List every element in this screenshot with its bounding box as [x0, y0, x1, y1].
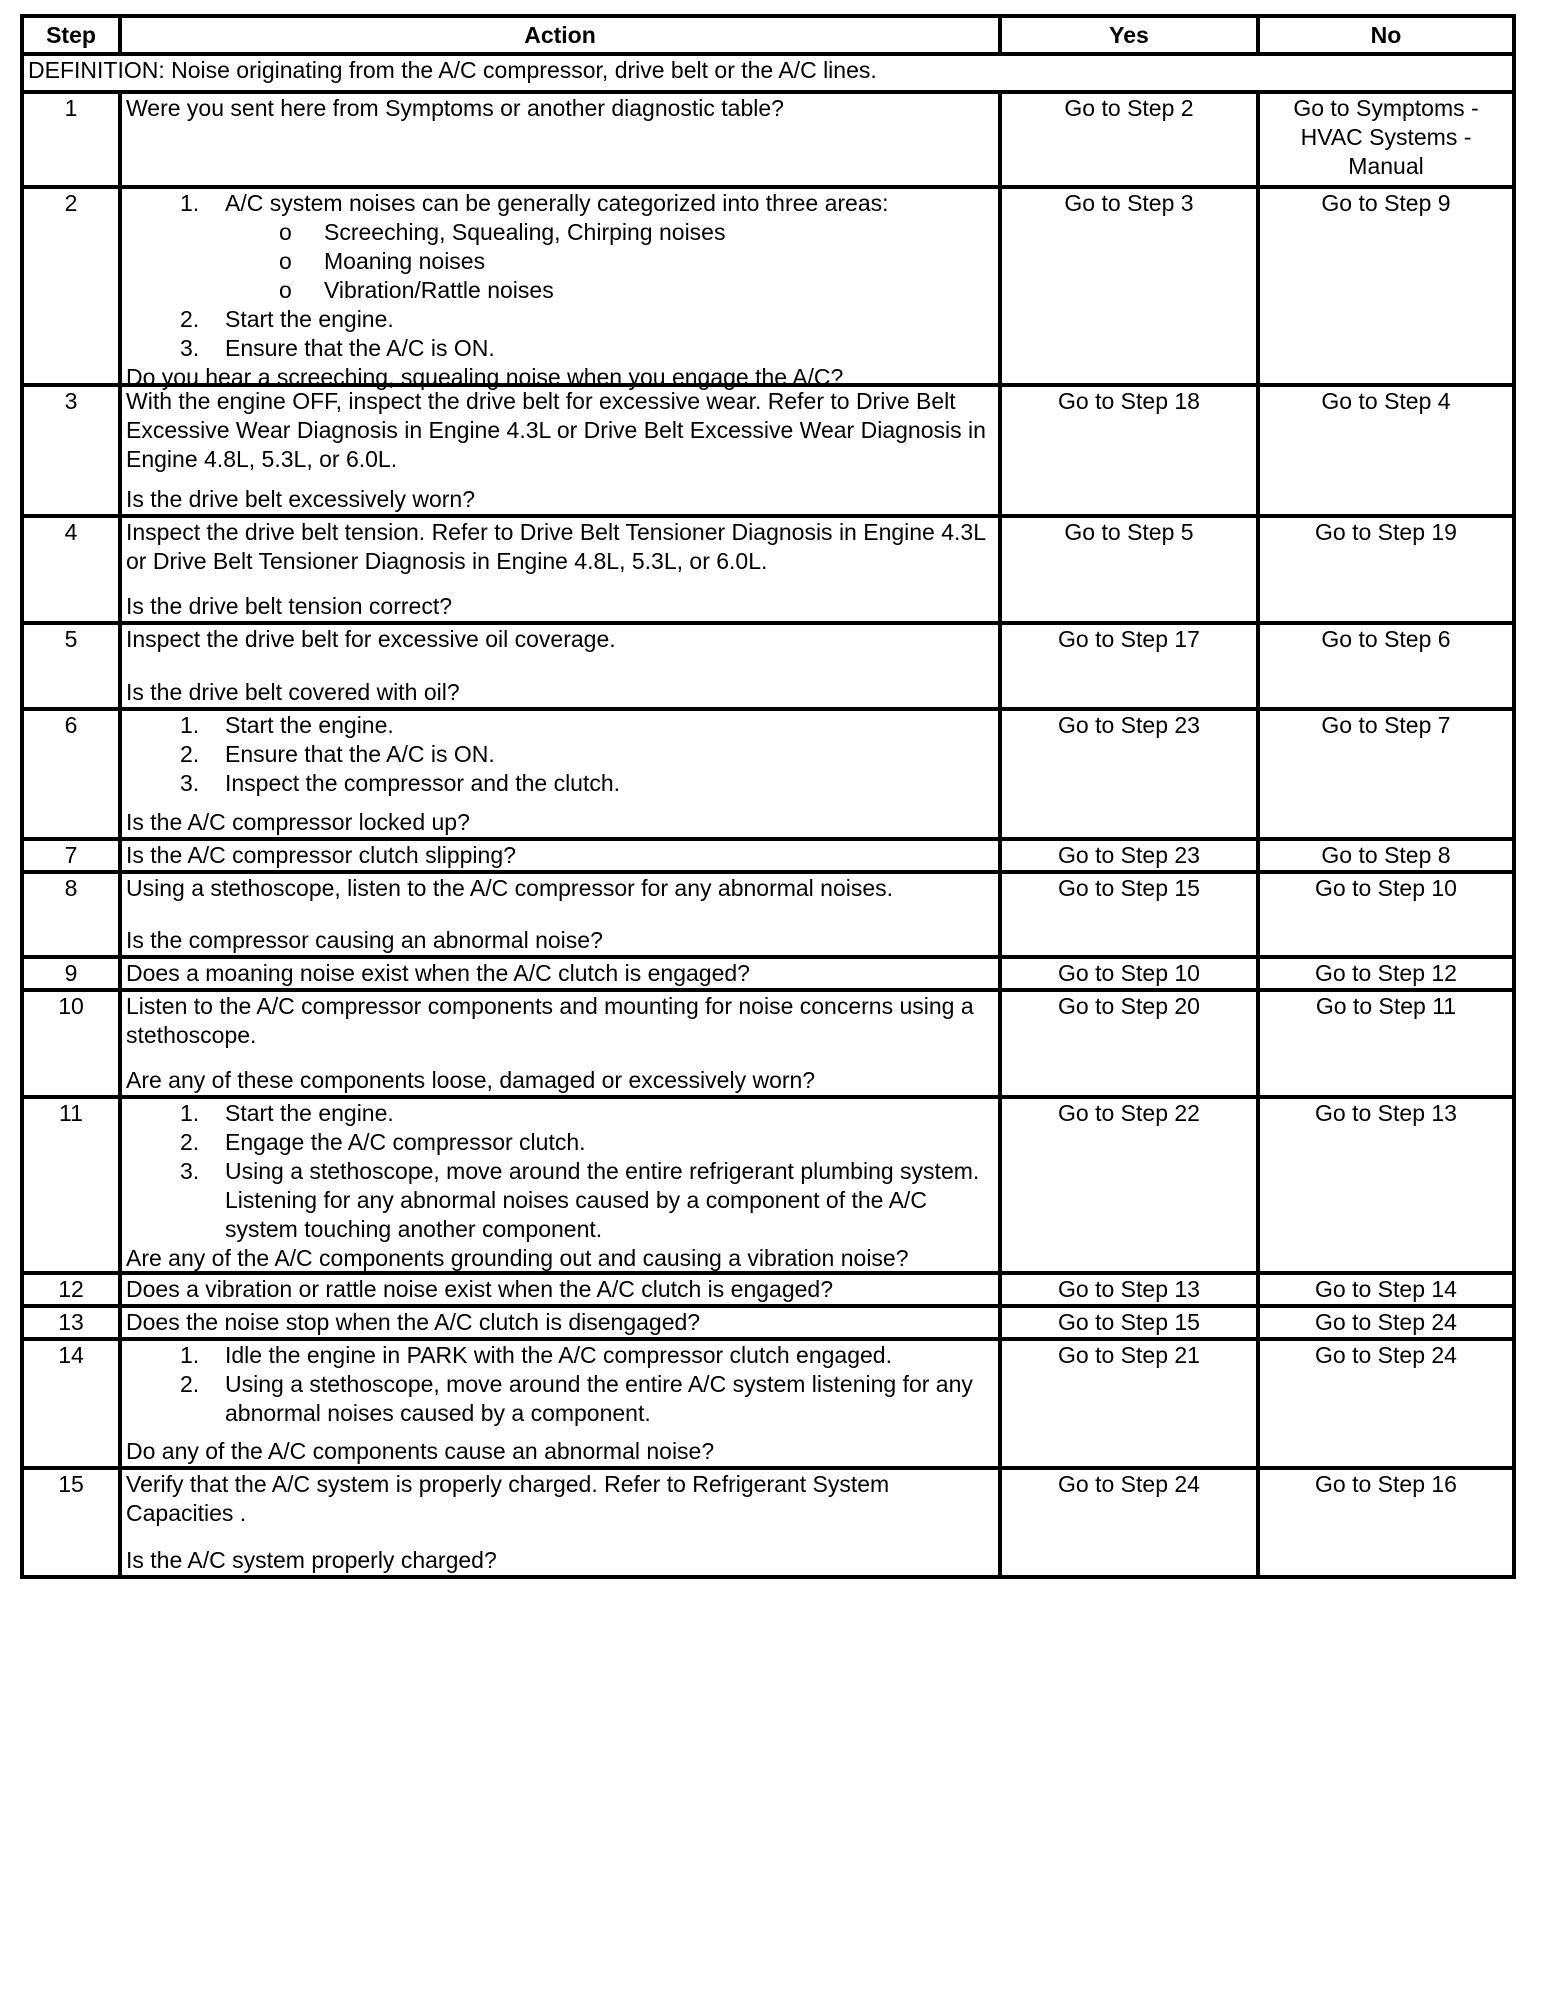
list-number: 1. [180, 1100, 200, 1126]
question-text: Does a moaning noise exist when the A/C clutch is engaged? [126, 960, 750, 986]
no-result: Go to Step 19 [1258, 516, 1514, 623]
list-text: Ensure that the A/C is ON. [225, 335, 495, 361]
yes-result: Go to Step 15 [1000, 1306, 1258, 1339]
numbered-list [126, 189, 994, 363]
action-content [126, 1341, 994, 1466]
list-number: 3. [180, 770, 200, 796]
list-item [180, 1341, 994, 1370]
yes-result: Go to Step 5 [1000, 516, 1258, 623]
question-text: Is the drive belt tension correct? [126, 593, 452, 619]
action-instructions [126, 1099, 994, 1244]
action-instructions [126, 387, 994, 474]
no-result: Go to Step 14 [1258, 1273, 1514, 1306]
list-text: Engage the A/C compressor clutch. [225, 1129, 586, 1155]
action-cell [120, 1097, 1000, 1273]
no-result: Go to Step 11 [1258, 990, 1514, 1097]
list-number: 2. [180, 1129, 200, 1155]
numbered-list [126, 711, 994, 798]
list-number: 1. [180, 712, 200, 738]
yes-result: Go to Step 10 [1000, 957, 1258, 990]
no-result: Go to Step 9 [1258, 187, 1514, 385]
action-cell [120, 990, 1000, 1097]
action-instructions [126, 518, 994, 576]
action-instructions [126, 94, 994, 123]
instruction-text: Were you sent here from Symptoms or another diagnostic table? [126, 95, 784, 121]
instruction-text: Verify that the A/C system is properly charged. Refer to Refrigerant System Capacities . [126, 1471, 890, 1526]
bullet-marker: o [279, 248, 292, 274]
instruction-text: Inspect the drive belt for excessive oil coverage. [126, 626, 616, 652]
yes-result: Go to Step 22 [1000, 1097, 1258, 1273]
yes-result: Go to Step 24 [1000, 1468, 1258, 1577]
bullet-text: Moaning noises [324, 248, 486, 274]
definition-row [22, 54, 1514, 92]
header-no: No [1258, 16, 1514, 54]
table-row [22, 709, 1514, 839]
step-number: 4 [22, 516, 120, 623]
question-text: Does a vibration or rattle noise exist when the A/C clutch is engaged? [126, 1276, 834, 1302]
list-number: 1. [180, 1342, 200, 1368]
table-row [22, 92, 1514, 187]
action-content [126, 518, 994, 621]
step-number: 5 [22, 623, 120, 709]
no-result: Go to Step 8 [1258, 839, 1514, 872]
list-number: 2. [180, 1371, 200, 1397]
instruction-text: Inspect the drive belt tension. Refer to Drive Belt Tensioner Diagnosis in Engine 4.3L or Drive Belt Tensioner Diagnosis in Engine 4.8L, 5.3L, or 6.0L. [126, 519, 986, 574]
yes-result: Go to Step 18 [1000, 385, 1258, 516]
bullet-text: Vibration/Rattle noises [324, 277, 554, 303]
no-result: Go to Step 24 [1258, 1339, 1514, 1468]
no-result: Go to Step 10 [1258, 872, 1514, 957]
table-row [22, 1273, 1514, 1306]
action-instructions [126, 992, 994, 1050]
question-text: Are any of the A/C components grounding out and causing a vibration noise? [126, 1245, 909, 1271]
yes-result: Go to Step 3 [1000, 187, 1258, 385]
action-cell [120, 1306, 1000, 1339]
header-action: Action [120, 16, 1000, 54]
numbered-list [126, 1341, 994, 1428]
question-text: Do any of the A/C components cause an abnormal noise? [126, 1438, 715, 1464]
table-row [22, 1339, 1514, 1468]
yes-result: Go to Step 23 [1000, 839, 1258, 872]
question-text: Do you hear a screeching, squealing noise when you engage the A/C? [126, 364, 844, 390]
list-text: Idle the engine in PARK with the A/C compressor clutch engaged. [225, 1342, 892, 1368]
no-result: Go to Step 24 [1258, 1306, 1514, 1339]
list-item [180, 740, 994, 769]
step-number: 13 [22, 1306, 120, 1339]
list-item [180, 189, 994, 305]
diagnostic-table-page [20, 14, 1512, 1976]
step-number: 10 [22, 990, 120, 1097]
action-instructions [126, 1470, 994, 1528]
step-number: 3 [22, 385, 120, 516]
action-content [126, 959, 994, 988]
no-result-line: Go to Symptoms - [1293, 95, 1479, 121]
list-text: Start the engine. [225, 1100, 394, 1126]
no-result: Go to Step 6 [1258, 623, 1514, 709]
list-text: Start the engine. [225, 306, 394, 332]
action-content [126, 625, 994, 707]
header-yes: Yes [1000, 16, 1258, 54]
table-row [22, 1306, 1514, 1339]
list-number: 3. [180, 1158, 200, 1184]
action-instructions [126, 711, 994, 798]
bullet-marker: o [279, 277, 292, 303]
action-content [126, 189, 994, 390]
no-result: Go to Step 12 [1258, 957, 1514, 990]
table-row [22, 516, 1514, 623]
table-row [22, 623, 1514, 709]
action-instructions [126, 189, 994, 363]
action-cell [120, 872, 1000, 957]
action-content [126, 874, 994, 955]
question-text: Is the A/C compressor clutch slipping? [126, 842, 516, 868]
question-text: Is the A/C compressor locked up? [126, 809, 470, 835]
definition-text: DEFINITION: Noise originating from the A/C compressor, drive belt or the A/C lines. [22, 54, 1514, 92]
yes-result: Go to Step 15 [1000, 872, 1258, 957]
no-result [1258, 92, 1514, 187]
bullet-item [279, 276, 994, 305]
list-item [180, 769, 994, 798]
yes-result: Go to Step 21 [1000, 1339, 1258, 1468]
action-cell [120, 709, 1000, 839]
numbered-list [126, 1099, 994, 1244]
yes-result: Go to Step 2 [1000, 92, 1258, 187]
step-number: 6 [22, 709, 120, 839]
header-step: Step [22, 16, 120, 54]
table-row [22, 1468, 1514, 1577]
step-number: 7 [22, 839, 120, 872]
action-content [126, 387, 994, 514]
question-text: Does the noise stop when the A/C clutch is disengaged? [126, 1309, 701, 1335]
action-content [126, 1099, 994, 1271]
step-number: 2 [22, 187, 120, 385]
step-number: 9 [22, 957, 120, 990]
list-item [180, 1128, 994, 1157]
step-number: 12 [22, 1273, 120, 1306]
list-number: 2. [180, 306, 200, 332]
list-text: Using a stethoscope, move around the entire refrigerant plumbing system. Listening for any abnormal noises caused by a component of the A/C system touching another component. [225, 1158, 980, 1242]
action-content [126, 1470, 994, 1575]
bullet-list [225, 218, 994, 305]
table-row [22, 1097, 1514, 1273]
action-content [126, 841, 994, 869]
action-content [126, 94, 994, 185]
list-item [180, 1370, 994, 1428]
action-instructions [126, 874, 994, 903]
action-cell [120, 187, 1000, 390]
action-cell [120, 516, 1000, 623]
action-cell [120, 385, 1000, 516]
action-cell [120, 957, 1000, 990]
table-row [22, 872, 1514, 957]
action-instructions [126, 1341, 994, 1428]
question-text: Are any of these components loose, damaged or excessively worn? [126, 1067, 816, 1093]
list-text: A/C system noises can be generally categorized into three areas: [225, 190, 889, 216]
list-text: Using a stethoscope, move around the entire A/C system listening for any abnormal noises caused by a component. [225, 1371, 973, 1426]
table-row [22, 187, 1514, 385]
step-number: 15 [22, 1468, 120, 1577]
list-text: Ensure that the A/C is ON. [225, 741, 495, 767]
no-result-line: Manual [1348, 153, 1424, 179]
step-number: 8 [22, 872, 120, 957]
instruction-text: Using a stethoscope, listen to the A/C compressor for any abnormal noises. [126, 875, 894, 901]
list-text: Inspect the compressor and the clutch. [225, 770, 621, 796]
bullet-marker: o [279, 219, 292, 245]
action-cell [120, 92, 1000, 187]
yes-result: Go to Step 17 [1000, 623, 1258, 709]
step-number: 11 [22, 1097, 120, 1273]
list-item [180, 1157, 994, 1244]
table-row [22, 990, 1514, 1097]
no-result: Go to Step 13 [1258, 1097, 1514, 1273]
yes-result: Go to Step 20 [1000, 990, 1258, 1097]
action-content [126, 992, 994, 1095]
instruction-text: With the engine OFF, inspect the drive belt for excessive wear. Refer to Drive Belt Excessive Wear Diagnosis in Engine 4.3L or Drive Belt Excessive Wear Diagnosis in Engine 4.8L, 5.3L, or 6.0L. [126, 388, 986, 472]
question-text: Is the A/C system properly charged? [126, 1547, 497, 1573]
action-instructions [126, 625, 994, 654]
list-number: 1. [180, 190, 200, 216]
table-row [22, 839, 1514, 872]
action-cell [120, 839, 1000, 872]
no-result: Go to Step 4 [1258, 385, 1514, 516]
table-row [22, 385, 1514, 516]
list-item [180, 711, 994, 740]
no-result: Go to Step 16 [1258, 1468, 1514, 1577]
action-content [126, 1308, 994, 1337]
list-number: 2. [180, 741, 200, 767]
list-number: 3. [180, 335, 200, 361]
step-number: 1 [22, 92, 120, 187]
no-result-line: HVAC Systems - [1300, 124, 1472, 150]
header-row [22, 16, 1514, 54]
table-row [22, 957, 1514, 990]
bullet-item [279, 218, 994, 247]
question-text: Is the drive belt excessively worn? [126, 486, 475, 512]
action-cell [120, 1339, 1000, 1468]
action-content [126, 711, 994, 837]
yes-result: Go to Step 13 [1000, 1273, 1258, 1306]
bullet-text: Screeching, Squealing, Chirping noises [324, 219, 726, 245]
action-content [126, 1275, 994, 1303]
action-cell [120, 1468, 1000, 1577]
question-text: Is the compressor causing an abnormal noise? [126, 927, 603, 953]
question-text: Is the drive belt covered with oil? [126, 679, 460, 705]
step-number: 14 [22, 1339, 120, 1468]
bullet-item [279, 247, 994, 276]
list-text: Start the engine. [225, 712, 394, 738]
action-cell [120, 1273, 1000, 1306]
diagnostic-table [20, 14, 1516, 1579]
list-item [180, 305, 994, 334]
list-item [180, 1099, 994, 1128]
list-item [180, 334, 994, 363]
instruction-text: Listen to the A/C compressor components and mounting for noise concerns using a stethoscope. [126, 993, 974, 1048]
yes-result: Go to Step 23 [1000, 709, 1258, 839]
action-cell [120, 623, 1000, 709]
no-result: Go to Step 7 [1258, 709, 1514, 839]
